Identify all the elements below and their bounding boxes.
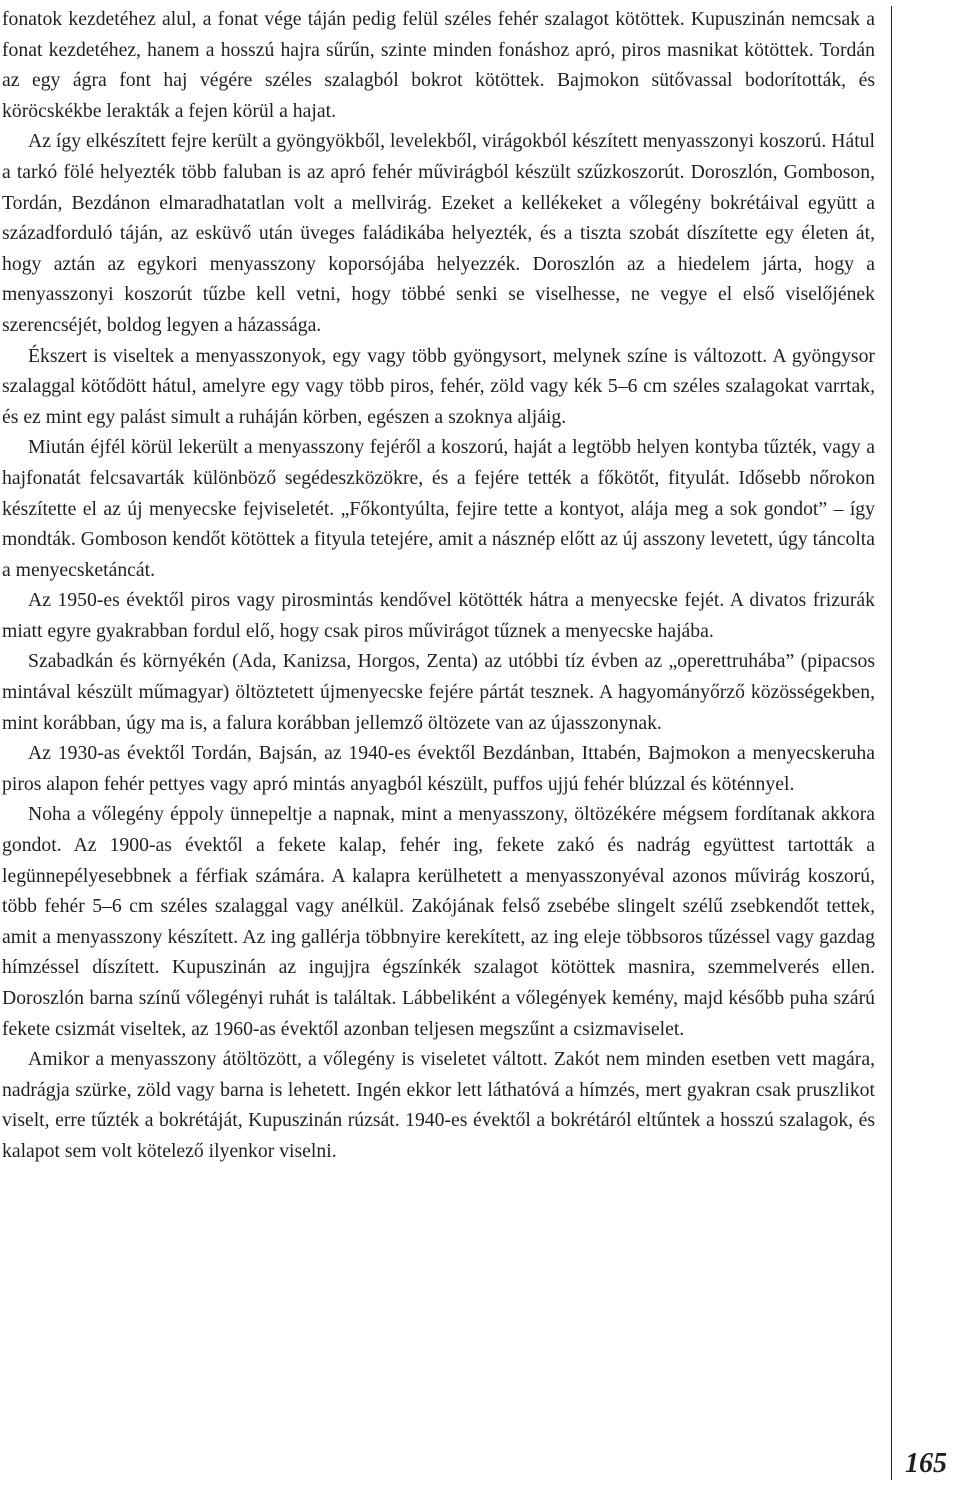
paragraph: Az 1950-es évektől piros vagy pirosmintás kendővel kötötték hátra a menyecske fejét. A divatos frizurák miatt egyre gyakrabban fordul elő, hogy csak piros művirágot tűznek a menyecske hajába. — [2, 589, 875, 642]
paragraph: Noha a vőlegény éppoly ünnepeltje a napnak, mint a menyasszony, öltözékére mégsem fordítanak akkora gondot. Az 1900-as évektől a fekete kalap, fehér ing, fekete zakó és nadrág együttest tartották a legünnepélyesebbnek a férfiak számára. A kalapra kerülhetett a menyasszonyéval azonos művirág koszorú, több fehér 5–6 cm széles szalaggal vagy anélkül. Zakójának felső zsebébe slingelt szélű zsebkendőt tettek, amit a menyasszony készített. Az ing gallérja többnyire kerekített, az ing eleje többsoros tűzéssel vagy gazdag hímzéssel díszített. Kupuszinán az ingujjra égszínkék szalagot kötöttek masnira, szemmelverés ellen. Doroszlón barna színű vőlegényi ruhát is találtak. Lábbeliként a vőlegények kemény, majd később puha szárú fekete csizmát viseltek, az 1960-as évektől azonban teljesen megszűnt a csizmaviselet. — [2, 803, 875, 1040]
paragraph: Az így elkészített fejre került a gyöngyökből, levelekből, virágokból készített menyasszonyi koszorú. Hátul a tarkó fölé helyezték több faluban is az apró fehér művirágból készült szűzkoszorút. Doroszlón, Gomboson, Tordán, Bezdánon elmaradhatatlan volt a mellvirág. Ezeket a kellékeket a vőlegény bokrétáival együtt a századforduló táján, az esküvő után üveges faládikába helyezték, és a tiszta szobát díszítette egy életen át, hogy aztán az egykori menyasszony koporsójába helyezzék. Doroszlón az a hiedelem járta, hogy a menyasszonyi koszorút tűzbe kell vetni, hogy többé senki se viselhesse, ne vegye el első viselőjének szerencséjét, boldog legyen a házassága. — [2, 130, 875, 336]
paragraph: Miután éjfél körül lekerült a menyasszony fejéről a koszorú, haját a legtöbb helyen kontyba tűzték, vagy a hajfonatát felcsavarták különböző segédeszközökre, és a fejére tették a főkötőt, fityulát. Idősebb nőrokon készítette el az új menyecske fejviseletét. „Főkontyúlta, fejire tette a kontyot, alája meg a sok gondot” – így mondták. Gomboson kendőt kötöttek a fityula tetejére, amit a násznép előtt az új asszony levetett, úgy táncolta a menyecsketáncát. — [2, 436, 875, 581]
paragraph: Szabadkán és környékén (Ada, Kanizsa, Horgos, Zenta) az utóbbi tíz évben az „operettruhába” (pipacsos mintával készült műmagyar) öltöztetett újmenyecske fejére pártát tesznek. A hagyományőrző közösségekben, mint korábban, úgy ma is, a falura korábban jellemző öltözete van az újasszonynak. — [2, 650, 875, 734]
article-body — [2, 4, 875, 1167]
paragraph: fonatok kezdetéhez alul, a fonat vége táján pedig felül széles fehér szalagot kötöttek. Kupuszinán nemcsak a fonat kezdetéhez, hanem a hosszú hajra sűrűn, szinte minden fonáshoz apró, piros masnikat kötöttek. Tordán az egy ágra font haj végére széles szalagból bokrot kötöttek. Bajmokon sütővassal bodorították, és köröcskékbe lerakták a fejen körül a hajat. — [2, 8, 875, 122]
paragraph: Amikor a menyasszony átöltözött, a vőlegény is viseletet váltott. Zakót nem minden esetben vett magára, nadrágja szürke, zöld vagy barna is lehetett. Ingén ekkor lett láthatóvá a hímzés, mert gyakran csak pruszlikot viselt, erre tűzték a bokrétáját, Kupuszinán rúzsát. 1940-es évektől a bokrétáról eltűntek a hosszú szalagok, és kalapot sem volt kötelező ilyenkor viselni. — [2, 1048, 875, 1162]
paragraph: Ékszert is viseltek a menyasszonyok, egy vagy több gyöngysort, melynek színe is változott. A gyöngysor szalaggal kötődött hátul, amelyre egy vagy több piros, fehér, zöld vagy kék 5–6 cm széles szalagokat varrtak, és ez mint egy palást simult a ruháján körben, egészen a szoknya aljáig. — [2, 344, 875, 428]
paragraph: Az 1930-as évektől Tordán, Bajsán, az 1940-es évektől Bezdánban, Ittabén, Bajmokon a menyecskeruha piros alapon fehér pettyes vagy apró mintás anyagból készült, puffos ujjú fehér blúzzal és köténnyel. — [2, 742, 875, 795]
margin-divider-line — [891, 6, 892, 1480]
page-number: 165 — [905, 1448, 947, 1479]
